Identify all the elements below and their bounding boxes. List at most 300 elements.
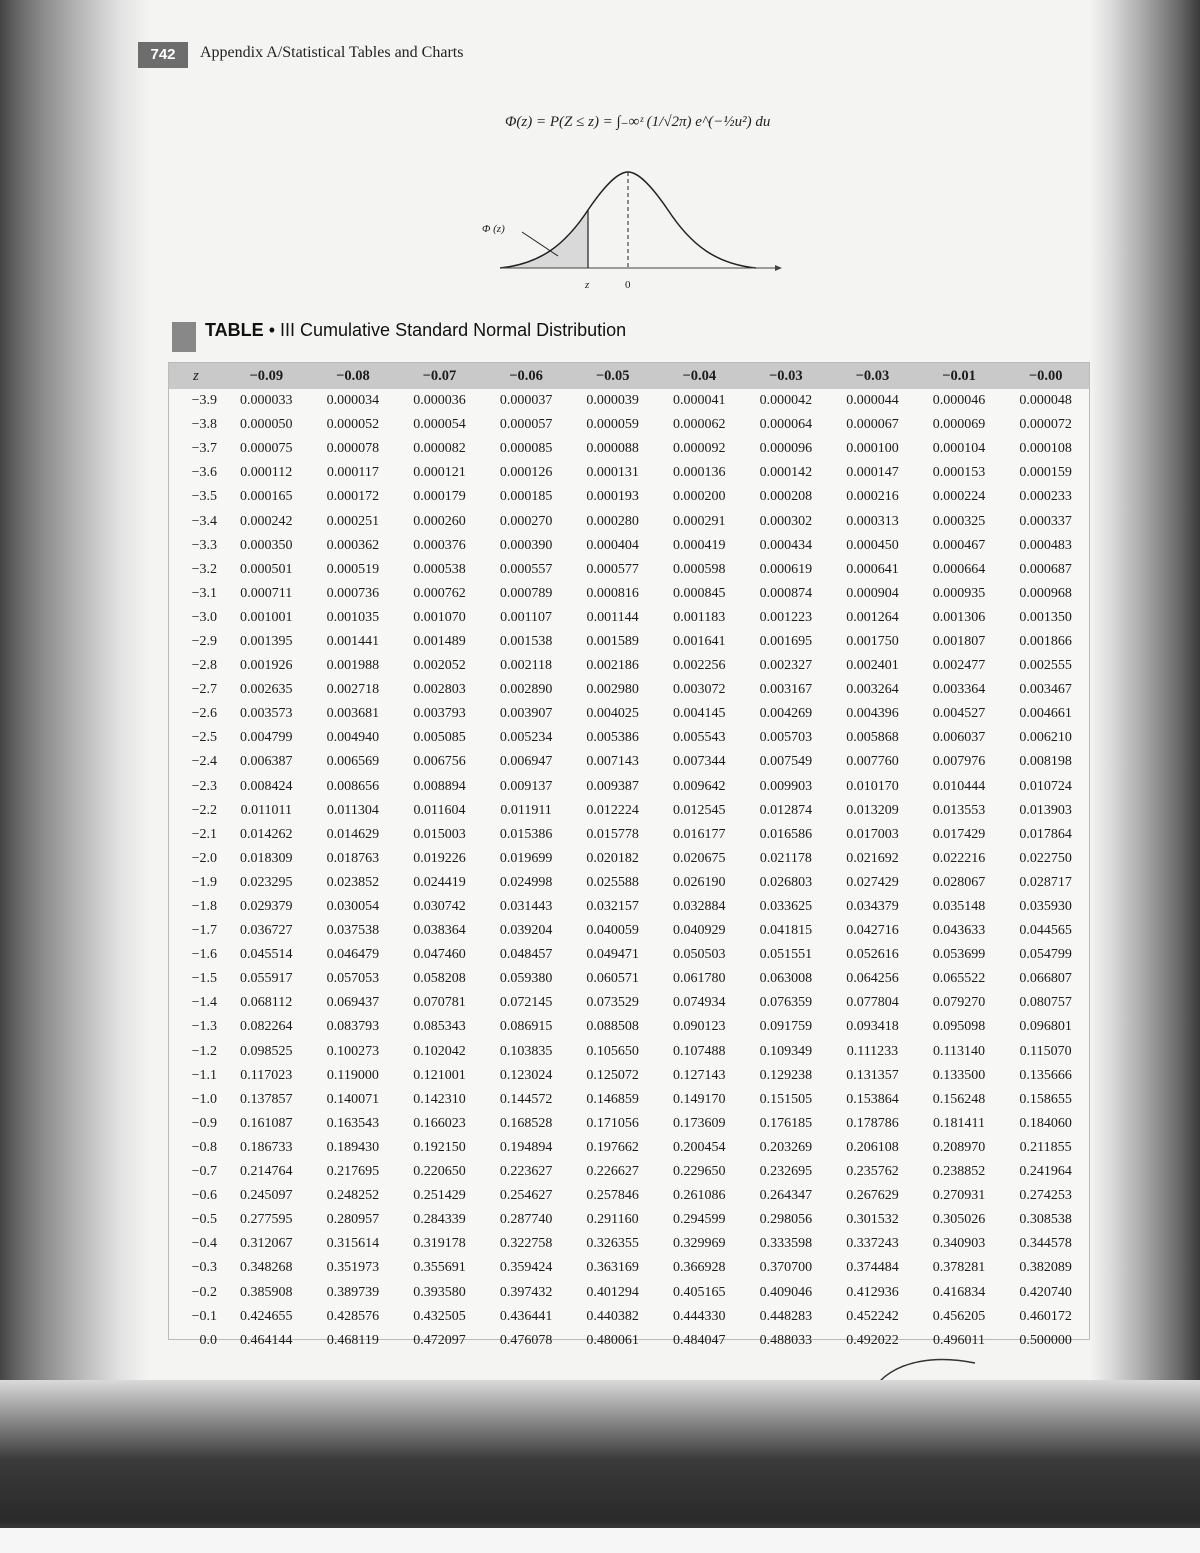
probability-cell: 0.420740 <box>1019 1284 1072 1300</box>
probability-cell: 0.031443 <box>499 899 553 915</box>
probability-cell: 0.083793 <box>326 1019 380 1035</box>
probability-cell: 0.131357 <box>846 1067 899 1083</box>
probability-cell: 0.401294 <box>586 1284 639 1300</box>
probability-cell: 0.000968 <box>1019 585 1072 601</box>
probability-cell: 0.040929 <box>673 923 726 939</box>
probability-cell: 0.000501 <box>240 561 293 577</box>
probability-cell: 0.000108 <box>1019 441 1072 457</box>
probability-cell: 0.370700 <box>759 1260 813 1276</box>
probability-cell: 0.013553 <box>932 802 986 818</box>
probability-cell: 0.004025 <box>586 706 639 722</box>
probability-cell: 0.000687 <box>1019 561 1072 577</box>
probability-cell: 0.389739 <box>326 1284 380 1300</box>
z-value: −1.9 <box>191 874 217 890</box>
z-value: −3.7 <box>191 441 217 457</box>
probability-cell: 0.048457 <box>499 947 553 963</box>
probability-cell: 0.000057 <box>499 417 553 433</box>
table-row <box>169 678 1089 702</box>
probability-cell: 0.223627 <box>499 1164 553 1180</box>
probability-cell: 0.109349 <box>759 1043 813 1059</box>
table-row <box>169 582 1089 606</box>
probability-cell: 0.319178 <box>413 1236 466 1252</box>
probability-cell: 0.001988 <box>326 658 380 674</box>
probability-cell: 0.153864 <box>846 1091 899 1107</box>
probability-cell: 0.007344 <box>673 754 726 770</box>
probability-cell: 0.029379 <box>240 899 293 915</box>
probability-cell: 0.011304 <box>326 802 379 818</box>
probability-cell: 0.000224 <box>932 489 986 505</box>
probability-cell: 0.035930 <box>1019 899 1072 915</box>
probability-cell: 0.088508 <box>586 1019 639 1035</box>
probability-cell: 0.161087 <box>240 1115 293 1131</box>
probability-cell: 0.069437 <box>326 995 380 1011</box>
probability-cell: 0.000313 <box>846 513 899 529</box>
probability-cell: 0.348268 <box>240 1260 293 1276</box>
probability-cell: 0.093418 <box>846 1019 899 1035</box>
probability-cell: 0.002803 <box>413 682 466 698</box>
probability-cell: 0.000598 <box>673 561 726 577</box>
table-row <box>169 654 1089 678</box>
probability-cell: 0.000260 <box>413 513 466 529</box>
probability-cell: 0.428576 <box>326 1308 380 1324</box>
table-row <box>169 558 1089 582</box>
probability-cell: 0.080757 <box>1019 995 1072 1011</box>
probability-cell: 0.039204 <box>499 923 553 939</box>
header-column: −0.07 <box>396 363 483 389</box>
probability-cell: 0.135666 <box>1019 1067 1072 1083</box>
z-value: −1.2 <box>191 1043 217 1059</box>
probability-cell: 0.001264 <box>846 609 899 625</box>
probability-cell: 0.001538 <box>499 633 553 649</box>
probability-cell: 0.007143 <box>586 754 639 770</box>
probability-cell: 0.002327 <box>759 658 813 674</box>
probability-cell: 0.226627 <box>586 1164 639 1180</box>
probability-cell: 0.000104 <box>932 441 986 457</box>
probability-cell: 0.287740 <box>499 1212 553 1228</box>
probability-cell: 0.003467 <box>1019 682 1072 698</box>
header-column: −0.00 <box>1002 363 1089 389</box>
table-row <box>169 534 1089 558</box>
table-row <box>169 630 1089 654</box>
probability-cell: 0.066807 <box>1019 971 1072 987</box>
probability-cell: 0.005543 <box>673 730 726 746</box>
table-row <box>169 750 1089 774</box>
probability-cell: 0.000034 <box>326 393 380 409</box>
probability-cell: 0.171056 <box>586 1115 639 1131</box>
probability-cell: 0.476078 <box>499 1332 553 1348</box>
probability-cell: 0.340903 <box>932 1236 986 1252</box>
probability-cell: 0.001695 <box>759 633 813 649</box>
probability-cell: 0.037538 <box>326 923 380 939</box>
probability-cell: 0.397432 <box>499 1284 553 1300</box>
probability-cell: 0.158655 <box>1019 1091 1072 1107</box>
probability-cell: 0.000935 <box>932 585 986 601</box>
table-row <box>169 606 1089 630</box>
probability-cell: 0.000904 <box>846 585 899 601</box>
probability-cell: 0.000147 <box>846 465 899 481</box>
probability-cell: 0.018309 <box>240 850 293 866</box>
probability-cell: 0.063008 <box>759 971 813 987</box>
table-row <box>169 702 1089 726</box>
probability-cell: 0.436441 <box>499 1308 553 1324</box>
probability-cell: 0.412936 <box>846 1284 899 1300</box>
probability-cell: 0.000172 <box>326 489 380 505</box>
probability-cell: 0.000845 <box>673 585 726 601</box>
probability-cell: 0.002186 <box>586 658 639 674</box>
probability-cell: 0.095098 <box>932 1019 986 1035</box>
probability-cell: 0.220650 <box>413 1164 466 1180</box>
probability-cell: 0.001183 <box>673 609 726 625</box>
probability-cell: 0.021692 <box>846 850 899 866</box>
z-value: −3.6 <box>191 465 217 481</box>
probability-cell: 0.003264 <box>846 682 899 698</box>
probability-cell: 0.000041 <box>673 393 726 409</box>
probability-cell: 0.077804 <box>846 995 899 1011</box>
probability-cell: 0.013903 <box>1019 802 1072 818</box>
probability-cell: 0.000048 <box>1019 393 1072 409</box>
probability-cell: 0.000088 <box>586 441 639 457</box>
header-column: −0.03 <box>743 363 830 389</box>
probability-cell: 0.127143 <box>673 1067 726 1083</box>
probability-cell: 0.002635 <box>240 682 293 698</box>
probability-cell: 0.014629 <box>326 826 380 842</box>
probability-cell: 0.103835 <box>499 1043 553 1059</box>
table-row <box>169 775 1089 799</box>
table-row <box>169 437 1089 461</box>
table-row <box>169 1112 1089 1136</box>
probability-cell: 0.005868 <box>846 730 899 746</box>
probability-cell: 0.001001 <box>240 609 293 625</box>
probability-cell: 0.366928 <box>673 1260 726 1276</box>
probability-cell: 0.002477 <box>932 658 986 674</box>
probability-cell: 0.008424 <box>240 778 293 794</box>
probability-cell: 0.374484 <box>846 1260 899 1276</box>
probability-cell: 0.090123 <box>673 1019 726 1035</box>
probability-cell: 0.023852 <box>326 874 380 890</box>
probability-cell: 0.117023 <box>240 1067 293 1083</box>
z-value: −3.8 <box>191 417 217 433</box>
probability-cell: 0.030742 <box>413 899 466 915</box>
probability-cell: 0.000619 <box>759 561 813 577</box>
probability-cell: 0.000075 <box>240 441 293 457</box>
z-value: −1.8 <box>191 899 217 915</box>
probability-cell: 0.232695 <box>759 1164 813 1180</box>
z-value: −0.7 <box>191 1164 217 1180</box>
probability-cell: 0.257846 <box>586 1188 639 1204</box>
probability-cell: 0.057053 <box>326 971 380 987</box>
probability-cell: 0.023295 <box>240 874 293 890</box>
probability-cell: 0.026803 <box>759 874 813 890</box>
z-value: −2.0 <box>191 850 217 866</box>
probability-cell: 0.007549 <box>759 754 813 770</box>
probability-cell: 0.200454 <box>673 1139 726 1155</box>
probability-cell: 0.040059 <box>586 923 639 939</box>
header-column: −0.08 <box>310 363 397 389</box>
z-value: −2.2 <box>191 802 217 818</box>
probability-cell: 0.229650 <box>673 1164 726 1180</box>
probability-cell: 0.002118 <box>500 658 553 674</box>
probability-cell: 0.144572 <box>499 1091 553 1107</box>
probability-cell: 0.024998 <box>499 874 553 890</box>
probability-cell: 0.003072 <box>673 682 726 698</box>
z-value: −3.2 <box>191 561 217 577</box>
probability-cell: 0.061780 <box>673 971 726 987</box>
probability-cell: 0.051551 <box>759 947 813 963</box>
probability-cell: 0.001926 <box>240 658 293 674</box>
header-column: −0.06 <box>483 363 570 389</box>
probability-cell: 0.000816 <box>586 585 639 601</box>
z-value: −2.5 <box>191 730 217 746</box>
probability-cell: 0.173609 <box>673 1115 726 1131</box>
probability-cell: 0.208970 <box>932 1139 986 1155</box>
table-row <box>169 1088 1089 1112</box>
z-value: −2.6 <box>191 706 217 722</box>
probability-cell: 0.000159 <box>1019 465 1072 481</box>
table-row <box>169 991 1089 1015</box>
z-value: −1.6 <box>191 947 217 963</box>
probability-cell: 0.000450 <box>846 537 899 553</box>
probability-cell: 0.044565 <box>1019 923 1072 939</box>
table-row <box>169 509 1089 533</box>
probability-cell: 0.004661 <box>1019 706 1072 722</box>
probability-cell: 0.460172 <box>1019 1308 1072 1324</box>
probability-cell: 0.274253 <box>1019 1188 1072 1204</box>
probability-cell: 0.217695 <box>326 1164 380 1180</box>
probability-cell: 0.468119 <box>326 1332 379 1348</box>
probability-cell: 0.015386 <box>499 826 553 842</box>
probability-cell: 0.355691 <box>413 1260 466 1276</box>
probability-cell: 0.000042 <box>759 393 813 409</box>
probability-cell: 0.064256 <box>846 971 899 987</box>
probability-cell: 0.440382 <box>586 1308 639 1324</box>
probability-cell: 0.000762 <box>413 585 466 601</box>
probability-cell: 0.000242 <box>240 513 293 529</box>
table-row <box>169 1015 1089 1039</box>
z-value: −3.0 <box>191 609 217 625</box>
probability-cell: 0.484047 <box>673 1332 726 1348</box>
header-column: −0.04 <box>656 363 743 389</box>
probability-cell: 0.019226 <box>413 850 466 866</box>
probability-cell: 0.000208 <box>759 489 813 505</box>
probability-cell: 0.065522 <box>932 971 986 987</box>
probability-cell: 0.003793 <box>413 706 466 722</box>
probability-cell: 0.091759 <box>759 1019 813 1035</box>
probability-cell: 0.235762 <box>846 1164 899 1180</box>
probability-cell: 0.156248 <box>932 1091 986 1107</box>
z-value: −0.3 <box>191 1260 217 1276</box>
probability-cell: 0.305026 <box>932 1212 986 1228</box>
probability-cell: 0.326355 <box>586 1236 639 1252</box>
z-value: −2.3 <box>191 778 217 794</box>
probability-cell: 0.002401 <box>846 658 899 674</box>
probability-cell: 0.149170 <box>673 1091 726 1107</box>
probability-cell: 0.002718 <box>326 682 380 698</box>
probability-cell: 0.000036 <box>413 393 466 409</box>
z-value: −3.9 <box>191 393 217 409</box>
probability-cell: 0.270931 <box>932 1188 986 1204</box>
probability-cell: 0.011911 <box>500 802 552 818</box>
probability-cell: 0.003681 <box>326 706 380 722</box>
probability-cell: 0.000078 <box>326 441 380 457</box>
table-row <box>169 943 1089 967</box>
probability-cell: 0.000179 <box>413 489 466 505</box>
probability-cell: 0.472097 <box>413 1332 466 1348</box>
probability-cell: 0.086915 <box>499 1019 553 1035</box>
probability-cell: 0.043633 <box>932 923 986 939</box>
probability-cell: 0.337243 <box>846 1236 899 1252</box>
probability-cell: 0.000641 <box>846 561 899 577</box>
probability-cell: 0.291160 <box>586 1212 639 1228</box>
probability-cell: 0.000467 <box>932 537 986 553</box>
probability-cell: 0.003364 <box>932 682 986 698</box>
z-value: −1.4 <box>191 995 217 1011</box>
probability-cell: 0.146859 <box>586 1091 639 1107</box>
probability-cell: 0.042716 <box>846 923 899 939</box>
probability-cell: 0.096801 <box>1019 1019 1072 1035</box>
probability-cell: 0.002052 <box>413 658 466 674</box>
probability-cell: 0.000337 <box>1019 513 1072 529</box>
z-value: −1.1 <box>191 1067 217 1083</box>
probability-cell: 0.452242 <box>846 1308 899 1324</box>
probability-cell: 0.424655 <box>240 1308 293 1324</box>
probability-cell: 0.000557 <box>499 561 553 577</box>
probability-cell: 0.178786 <box>846 1115 899 1131</box>
probability-cell: 0.012224 <box>586 802 639 818</box>
probability-cell: 0.006947 <box>499 754 553 770</box>
probability-cell: 0.046479 <box>326 947 380 963</box>
probability-cell: 0.125072 <box>586 1067 639 1083</box>
table-row <box>169 967 1089 991</box>
probability-cell: 0.019699 <box>499 850 553 866</box>
probability-cell: 0.308538 <box>1019 1212 1072 1228</box>
probability-cell: 0.133500 <box>932 1067 986 1083</box>
probability-cell: 0.055917 <box>240 971 293 987</box>
probability-cell: 0.001306 <box>932 609 986 625</box>
z-value: −0.8 <box>191 1139 217 1155</box>
probability-cell: 0.000216 <box>846 489 899 505</box>
phi-label: Φ (z) <box>482 223 505 235</box>
table-number: III <box>280 320 296 340</box>
probability-cell: 0.004527 <box>932 706 986 722</box>
probability-cell: 0.168528 <box>499 1115 553 1131</box>
probability-cell: 0.000082 <box>413 441 466 457</box>
probability-cell: 0.000193 <box>586 489 639 505</box>
probability-cell: 0.000325 <box>932 513 986 529</box>
probability-cell: 0.006210 <box>1019 730 1072 746</box>
probability-cell: 0.000302 <box>759 513 813 529</box>
probability-cell: 0.000165 <box>240 489 293 505</box>
probability-cell: 0.329969 <box>673 1236 726 1252</box>
header-column: −0.09 <box>223 363 310 389</box>
probability-cell: 0.001807 <box>932 633 986 649</box>
probability-cell: 0.102042 <box>413 1043 466 1059</box>
table-row <box>169 389 1089 413</box>
probability-cell: 0.322758 <box>499 1236 553 1252</box>
probability-cell: 0.194894 <box>499 1139 553 1155</box>
probability-cell: 0.000200 <box>673 489 726 505</box>
probability-cell: 0.000711 <box>240 585 293 601</box>
probability-cell: 0.000072 <box>1019 417 1072 433</box>
probability-cell: 0.001489 <box>413 633 466 649</box>
probability-cell: 0.079270 <box>932 995 986 1011</box>
probability-cell: 0.211855 <box>1019 1139 1072 1155</box>
probability-cell: 0.012874 <box>759 802 813 818</box>
table-row <box>169 1232 1089 1256</box>
z-value: −2.9 <box>191 633 217 649</box>
probability-cell: 0.140071 <box>326 1091 380 1107</box>
table-row <box>169 485 1089 509</box>
probability-cell: 0.000376 <box>413 537 466 553</box>
probability-cell: 0.028717 <box>1019 874 1072 890</box>
probability-cell: 0.009137 <box>499 778 553 794</box>
probability-cell: 0.119000 <box>326 1067 379 1083</box>
probability-cell: 0.018763 <box>326 850 380 866</box>
probability-cell: 0.000062 <box>673 417 726 433</box>
table-row <box>169 413 1089 437</box>
probability-cell: 0.009642 <box>673 778 726 794</box>
table-label: TABLE <box>205 320 264 340</box>
probability-cell: 0.277595 <box>240 1212 293 1228</box>
probability-cell: 0.382089 <box>1019 1260 1072 1276</box>
probability-cell: 0.000064 <box>759 417 813 433</box>
probability-cell: 0.000117 <box>326 465 379 481</box>
probability-cell: 0.059380 <box>499 971 553 987</box>
probability-cell: 0.488033 <box>759 1332 813 1348</box>
probability-cell: 0.026190 <box>673 874 726 890</box>
table-row <box>169 799 1089 823</box>
table-row <box>169 1305 1089 1329</box>
probability-cell: 0.032157 <box>586 899 639 915</box>
probability-cell: 0.001223 <box>759 609 813 625</box>
probability-cell: 0.001441 <box>326 633 380 649</box>
probability-cell: 0.267629 <box>846 1188 899 1204</box>
probability-cell: 0.105650 <box>586 1043 639 1059</box>
probability-cell: 0.085343 <box>413 1019 466 1035</box>
probability-cell: 0.000434 <box>759 537 813 553</box>
probability-cell: 0.036727 <box>240 923 293 939</box>
probability-cell: 0.022750 <box>1019 850 1072 866</box>
probability-cell: 0.000538 <box>413 561 466 577</box>
table-row <box>169 1208 1089 1232</box>
probability-cell: 0.004269 <box>759 706 813 722</box>
probability-cell: 0.000067 <box>846 417 899 433</box>
phi-leader <box>522 232 558 256</box>
table-title-text: Cumulative Standard Normal Distribution <box>300 320 627 340</box>
probability-cell: 0.003167 <box>759 682 813 698</box>
z-value: −0.2 <box>191 1284 217 1300</box>
probability-cell: 0.005085 <box>413 730 466 746</box>
probability-cell: 0.045514 <box>240 947 293 963</box>
probability-cell: 0.016586 <box>759 826 813 842</box>
probability-cell: 0.000291 <box>673 513 726 529</box>
probability-cell: 0.016177 <box>673 826 726 842</box>
probability-cell: 0.020182 <box>586 850 639 866</box>
probability-cell: 0.000577 <box>586 561 639 577</box>
probability-cell: 0.238852 <box>932 1164 986 1180</box>
table-row <box>169 1160 1089 1184</box>
probability-cell: 0.010444 <box>932 778 986 794</box>
probability-cell: 0.000092 <box>673 441 726 457</box>
probability-cell: 0.022216 <box>932 850 986 866</box>
probability-cell: 0.050503 <box>673 947 726 963</box>
probability-cell: 0.006037 <box>932 730 986 746</box>
probability-cell: 0.301532 <box>846 1212 899 1228</box>
probability-cell: 0.005386 <box>586 730 639 746</box>
probability-cell: 0.010170 <box>846 778 899 794</box>
table-row <box>169 461 1089 485</box>
probability-cell: 0.000033 <box>240 393 293 409</box>
table-row <box>169 919 1089 943</box>
